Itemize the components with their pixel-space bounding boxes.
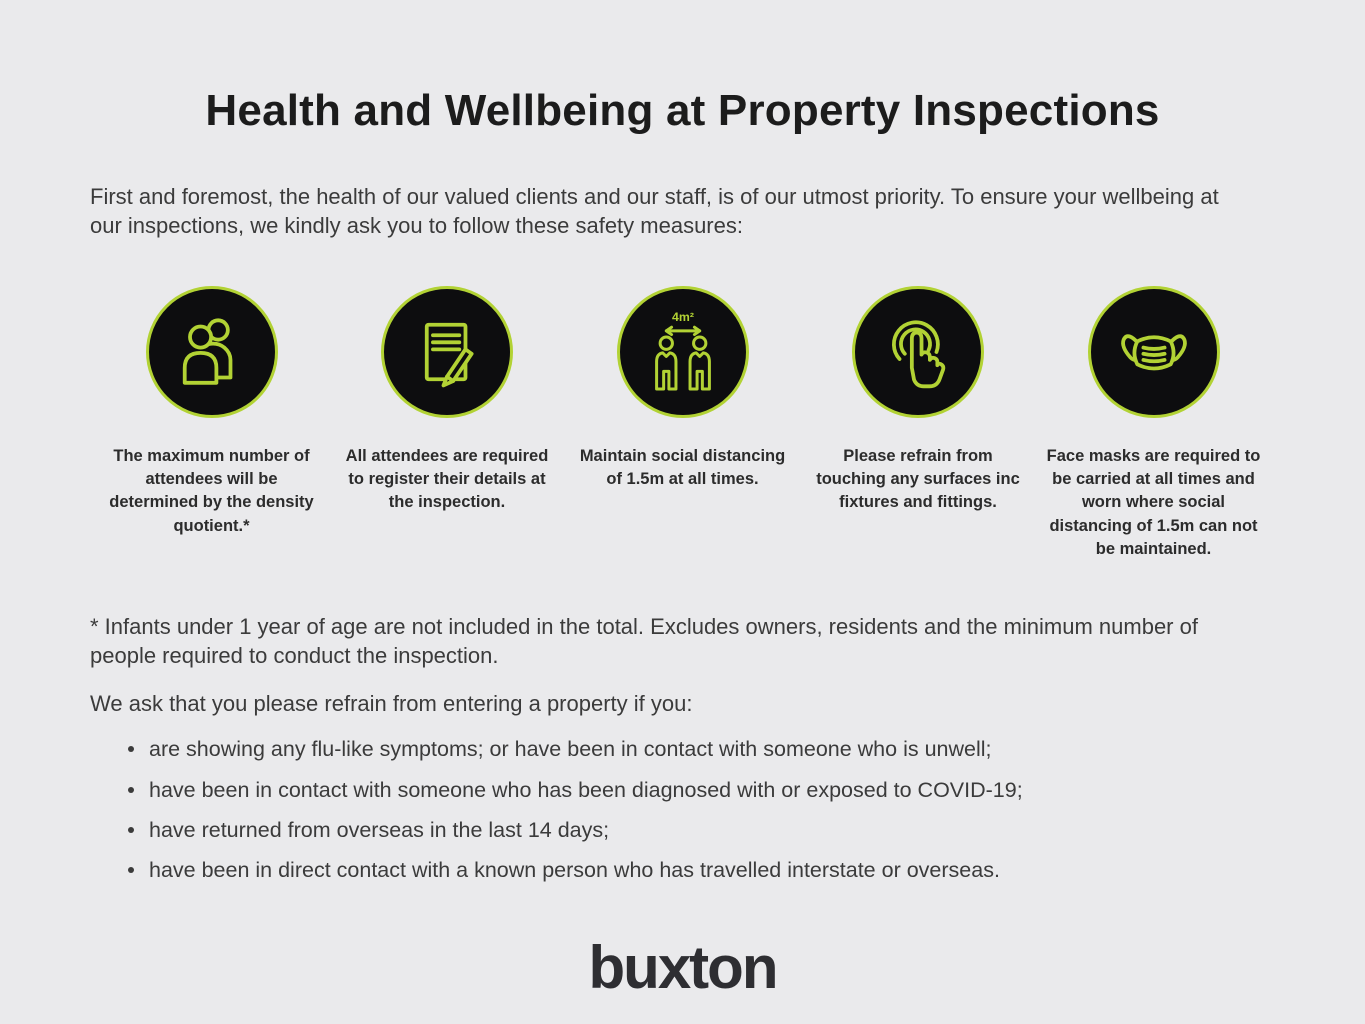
measure-attendees: [101, 286, 323, 562]
face-mask-icon: [1088, 286, 1220, 418]
list-item: [128, 738, 1365, 762]
touch-icon: [852, 286, 984, 418]
bullet-icon: [128, 827, 134, 833]
list-item: [128, 779, 1365, 803]
safety-measures-row: [101, 286, 1265, 562]
list-item: [128, 819, 1365, 843]
bullet-icon: [128, 787, 134, 793]
buxton-logo: buxton: [588, 934, 777, 1001]
measure-face-masks: [1043, 286, 1265, 562]
measure-caption: All attendees are required to register their details at the inspection.: [345, 446, 549, 512]
register-icon: [381, 286, 513, 418]
measure-caption: Maintain social distancing of 1.5m at all times.: [579, 446, 786, 488]
distance-area-label: 4m²: [671, 309, 694, 324]
bullet-icon: [128, 746, 134, 752]
refrain-heading: We ask that you please refrain from entering a property if you:: [90, 691, 693, 717]
list-item-text: are showing any flu-like symptoms; or have been in contact with someone who is unwell;: [149, 737, 992, 762]
measure-social-distance: [572, 286, 794, 562]
list-item-text: have been in contact with someone who has been diagnosed with or exposed to COVID-19;: [149, 777, 1023, 802]
list-item: [128, 859, 1365, 883]
attendees-icon: [146, 286, 278, 418]
list-item-text: have been in direct contact with a known person who has travelled interstate or overseas.: [149, 857, 1000, 882]
measure-caption: Please refrain from touching any surfaces inc fixtures and fittings.: [816, 446, 1020, 512]
measure-no-touching: [807, 286, 1029, 562]
bullet-icon: [128, 867, 134, 873]
measure-caption: Face masks are required to be carried at all times and worn where social distancing of 1.5m can not be maintained.: [1046, 446, 1261, 559]
measure-register: [336, 286, 558, 562]
footnote-text: * Infants under 1 year of age are not included in the total. Excludes owners, residents and the minimum number of people required to conduct the inspection.: [90, 613, 1198, 668]
measure-caption: The maximum number of attendees will be determined by the density quotient.*: [109, 446, 314, 535]
intro-text: First and foremost, the health of our valued clients and our staff, is of our utmost priority. To ensure your wellbeing at our inspections, we kindly ask you to follow these safety measures:: [90, 184, 1219, 239]
page-title: Health and Wellbeing at Property Inspections: [205, 86, 1160, 135]
social-distance-icon: [617, 286, 749, 418]
refrain-list: [128, 738, 1365, 882]
list-item-text: have returned from overseas in the last 14 days;: [149, 817, 610, 842]
